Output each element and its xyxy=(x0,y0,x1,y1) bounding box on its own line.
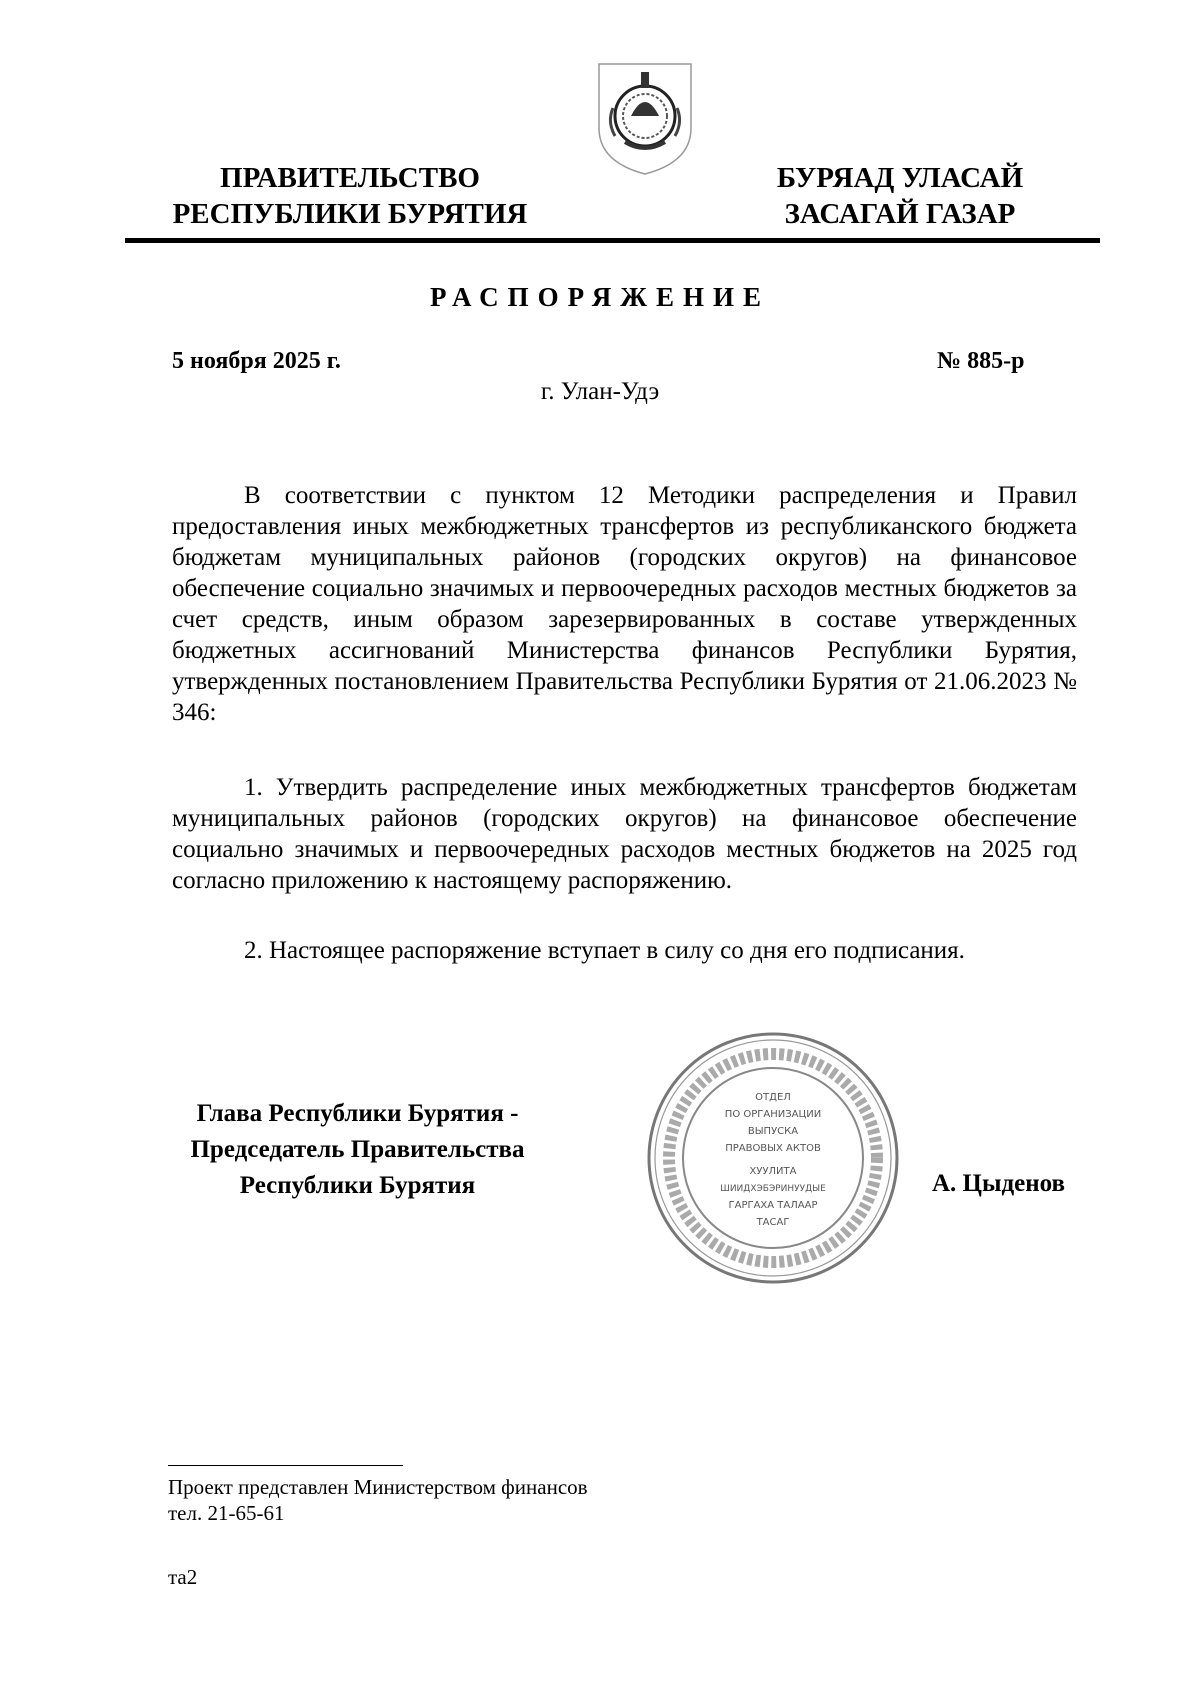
paragraph-item-2 xyxy=(172,935,1077,966)
signatory-title-line3: Республики Бурятия xyxy=(239,1172,476,1199)
coat-of-arms-emblem xyxy=(595,58,695,178)
footnote xyxy=(168,1474,588,1526)
stamp-line-3: ВЫПУСКА xyxy=(747,1126,799,1137)
paragraph-item-1-text: 1. Утвердить распределение иных межбюджетных трансфертов бюджетам муниципальных районов (городских округов) на финансовое обеспечение социально значимых и первоочередных расходов местных бюджетов на 2025 год согласно приложению к настоящему распоряжению. xyxy=(172,774,1077,894)
stamp-line-6: ШИИДХЭБЭРИНУУДЫЕ xyxy=(720,1184,826,1194)
header-left-line1: ПРАВИТЕЛЬСТВО xyxy=(220,162,480,194)
signatory-title xyxy=(160,1096,555,1204)
header-left-block xyxy=(160,160,540,232)
stamp-line-7: ГАРГАХА ТАЛААР xyxy=(728,1200,818,1211)
header-right-line2: ЗАСАГАЙ ГАЗАР xyxy=(784,198,1016,230)
document-type: РАСПОРЯЖЕНИЕ xyxy=(429,282,771,312)
official-stamp xyxy=(643,1028,903,1288)
document-number: № 885-р xyxy=(937,348,1025,374)
stamp-line-4: ПРАВОВЫХ АКТОВ xyxy=(725,1143,821,1154)
stamp-line-5: ХУУЛИТА xyxy=(749,1166,797,1177)
paragraph-item-2-text: 2. Настоящее распоряжение вступает в силу со дня его подписания. xyxy=(244,937,965,964)
footnote-line2: тел. 21-65-61 xyxy=(168,1501,285,1525)
signatory-name: А. Цыденов xyxy=(932,1170,1066,1197)
signatory-title-line1: Глава Республики Бурятия - xyxy=(196,1100,519,1127)
footnote-line1: Проект представлен Министерством финансов xyxy=(168,1475,588,1499)
header-right-block xyxy=(750,160,1050,232)
stamp-line-2: ПО ОРГАНИЗАЦИИ xyxy=(724,1109,822,1120)
header-right-line1: БУРЯАД УЛАСАЙ xyxy=(776,162,1024,194)
stamp-line-8: ТАСАГ xyxy=(756,1217,790,1228)
stamp-line-1: ОТДЕЛ xyxy=(755,1092,791,1103)
paragraph-intro-text: В соответствии с пунктом 12 Методики распределения и Правил предоставления иных межбюджетных трансфертов из республиканского бюджета бюджетам муниципальных районов (городских округов) на финансовое обеспечение социально значимых и первоочередных расходов местных бюджетов за счет средств, иным образом зарезервированных в составе утвержденных бюджетных ассигнований Министерства финансов Республики Бурятия, утвержденных постановлением Правительства Республики Бурятия от 21.06.2023 № 346: xyxy=(172,482,1077,726)
signatory-title-line2: Председатель Правительства xyxy=(190,1136,525,1163)
header-divider xyxy=(125,238,1100,243)
footnote-divider xyxy=(168,1465,403,1466)
paragraph-intro xyxy=(172,480,1077,728)
paragraph-item-1 xyxy=(172,772,1077,896)
document-code: та2 xyxy=(168,1565,198,1589)
document-city: г. Улан-Удэ xyxy=(540,378,660,405)
document-date: 5 ноября 2025 г. xyxy=(172,348,341,374)
header-left-line2: РЕСПУБЛИКИ БУРЯТИЯ xyxy=(172,198,528,230)
